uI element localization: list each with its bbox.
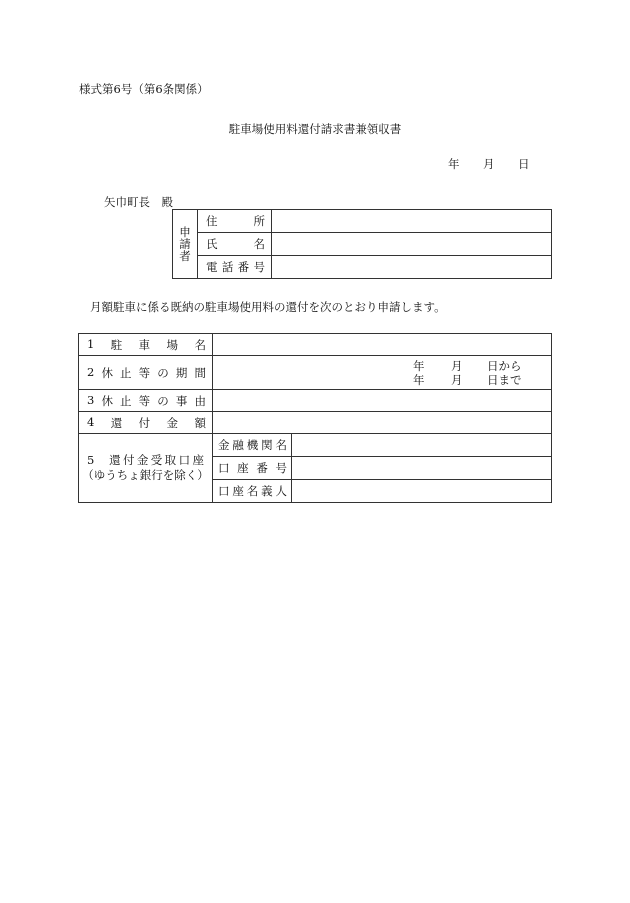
address-label: 住 所 <box>198 210 272 233</box>
phone-field[interactable] <box>272 256 552 279</box>
parking-name-row <box>79 334 552 356</box>
date-day-label: 日 <box>518 157 530 171</box>
suspension-period-label: 2 休 止 等 の 期 間 <box>79 356 213 390</box>
document-title: 駐車場使用料還付請求書兼領収書 <box>228 122 402 136</box>
period-from-line: 年 月 日から <box>413 358 522 373</box>
suspension-period-row <box>79 356 552 390</box>
refund-details-table <box>78 333 552 503</box>
phone-label: 電 話 番 号 <box>198 256 272 279</box>
address-field[interactable] <box>272 210 552 233</box>
bank-name-label: 金 融 機 関 名 <box>213 434 292 457</box>
suspension-period-field[interactable] <box>213 356 552 390</box>
account-row-1 <box>79 434 552 457</box>
suspension-reason-field[interactable] <box>213 390 552 412</box>
period-to-line: 年 月 日まで <box>413 372 522 387</box>
account-number-label: 口 座 番 号 <box>213 457 292 480</box>
refund-amount-field[interactable] <box>213 412 552 434</box>
date-year-label: 年 <box>448 157 460 171</box>
name-label: 氏 名 <box>198 233 272 256</box>
refund-amount-row <box>79 412 552 434</box>
suspension-reason-label: 3 休 止 等 の 事 由 <box>79 390 213 412</box>
account-number-field[interactable] <box>292 457 552 480</box>
date-month-label: 月 <box>483 157 495 171</box>
account-holder-field[interactable] <box>292 480 552 503</box>
account-note: （ゆうちょ銀行を除く） <box>82 468 209 482</box>
parking-name-label: 1 駐 車 場 名 <box>79 334 213 356</box>
name-field[interactable] <box>272 233 552 256</box>
refund-amount-label: 4 還 付 金 額 <box>79 412 213 434</box>
account-label: 5 還 付 金 受 取 口 座 （ゆうちょ銀行を除く） <box>79 434 213 503</box>
parking-name-field[interactable] <box>213 334 552 356</box>
applicant-header <box>173 210 198 279</box>
bank-name-field[interactable] <box>292 434 552 457</box>
form-number: 様式第6号（第6条関係） <box>79 82 209 96</box>
suspension-reason-row <box>79 390 552 412</box>
applicant-table <box>172 209 552 279</box>
account-holder-label: 口 座 名 義 人 <box>213 480 292 503</box>
application-statement: 月額駐車に係る既納の駐車場使用料の還付を次のとおり申請します。 <box>90 300 446 314</box>
applicant-vertical-label: 申 請 者 <box>179 225 191 263</box>
addressee: 矢巾町長 殿 <box>104 195 173 209</box>
